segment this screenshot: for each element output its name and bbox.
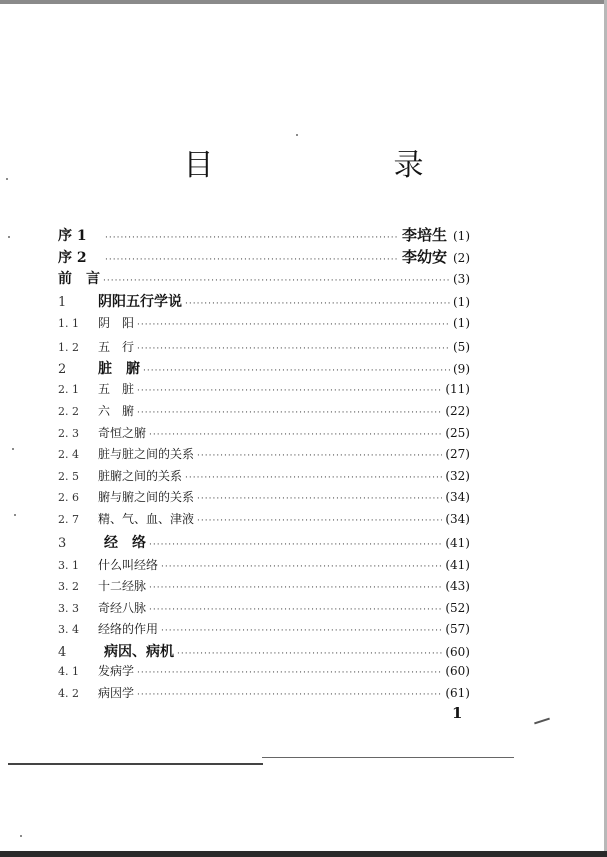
toc-entry-page: (32) <box>445 469 470 483</box>
toc-entry-author: 李幼安 <box>401 248 447 266</box>
toc-leader-dots <box>185 473 442 483</box>
toc-entry-title: 序 2 <box>58 250 87 266</box>
toc-entry-number: 4. 2 <box>58 687 79 700</box>
page-title: 目 录 <box>183 148 464 183</box>
toc-entry-title: 经 络 <box>104 535 146 551</box>
toc-entry-page: (22) <box>445 404 470 418</box>
toc-entry-title: 五 行 <box>98 340 135 354</box>
toc-entry-number: 4. 1 <box>58 665 79 678</box>
toc-entry-number: 2. 1 <box>58 383 79 396</box>
toc-entry-title: 十二经脉 <box>98 579 147 593</box>
toc-leader-dots <box>161 626 442 636</box>
toc-leader-dots <box>137 408 442 418</box>
toc-entry-title: 腑与腑之间的关系 <box>98 490 195 504</box>
toc-leader-dots <box>197 516 442 526</box>
toc-entry-number: 4 <box>58 645 67 660</box>
toc-entry-number: 1. 2 <box>58 341 79 354</box>
toc-entry-title: 什么叫经络 <box>98 558 159 572</box>
toc-leader-dots <box>149 430 442 440</box>
toc-entry-page: (1) <box>453 295 470 309</box>
toc-entry[interactable] <box>58 358 470 378</box>
toc-entry[interactable] <box>58 577 470 597</box>
toc-entry[interactable] <box>58 268 470 288</box>
toc-entry[interactable] <box>58 532 470 552</box>
scan-edge-top <box>0 0 607 4</box>
scan-edge-bottom <box>0 851 607 857</box>
toc-entry[interactable] <box>58 402 470 422</box>
toc-entry-title: 病因学 <box>98 686 135 700</box>
toc-entry[interactable] <box>58 224 470 244</box>
toc-entry-page: (60) <box>445 664 470 678</box>
toc-leader-dots <box>149 540 442 550</box>
toc-entry-title: 发病学 <box>98 664 135 678</box>
toc-entry-title: 脏腑之间的关系 <box>98 469 183 483</box>
toc-entry[interactable] <box>58 599 470 619</box>
toc-entry-title: 奇恒之腑 <box>98 426 147 440</box>
toc-entry-page: (9) <box>453 362 470 376</box>
toc-entry-page: (34) <box>445 512 470 526</box>
toc-entry[interactable] <box>58 510 470 530</box>
toc-entry-title: 前 言 <box>58 271 100 287</box>
scan-speck <box>12 448 14 450</box>
footer-rule-left <box>8 763 263 765</box>
toc-entry-page: (57) <box>445 622 470 636</box>
scan-speck <box>20 835 22 837</box>
toc-entry-title: 脏 腑 <box>98 361 140 377</box>
toc-entry-number: 1. 1 <box>58 317 79 330</box>
toc-entry[interactable] <box>58 338 470 358</box>
toc-entry-title: 经络的作用 <box>98 622 159 636</box>
toc-leader-dots <box>197 494 442 504</box>
scan-speck <box>8 236 10 238</box>
toc-entry-page: (11) <box>445 382 470 396</box>
scan-speck <box>6 178 8 180</box>
toc-entry-number: 3 <box>58 536 67 551</box>
toc-entry-title: 精、气、血、津液 <box>98 512 195 526</box>
toc-entry-number: 2. 3 <box>58 427 79 440</box>
toc-entry-page: (3) <box>453 272 470 286</box>
toc-entry-title: 病因、病机 <box>104 644 174 660</box>
toc-leader-dots <box>137 668 442 678</box>
toc-entry-page: (34) <box>445 490 470 504</box>
toc-leader-dots <box>149 605 442 615</box>
toc-entry-number: 2. 4 <box>58 448 79 461</box>
toc-entry[interactable] <box>58 662 470 682</box>
toc-leader-dots <box>105 233 399 243</box>
toc-entry-number: 3. 4 <box>58 623 79 636</box>
toc-entry-number: 2. 2 <box>58 405 79 418</box>
toc-leader-dots <box>137 690 442 700</box>
toc-entry-author: 李培生 <box>401 226 447 244</box>
toc-entry[interactable] <box>58 445 470 465</box>
toc-entry-page: (61) <box>445 686 470 700</box>
toc-entry-page: (1) <box>453 316 470 330</box>
footer-rule-right <box>262 757 514 758</box>
toc-entry-title: 五 脏 <box>98 382 135 396</box>
toc-entry-page: (27) <box>445 447 470 461</box>
toc-entry-page: (5) <box>453 340 470 354</box>
toc-entry-title: 序 1 <box>58 228 87 244</box>
toc-entry-page: (1) <box>453 229 470 243</box>
toc-entry-number: 2 <box>58 362 67 377</box>
toc-leader-dots <box>137 344 450 354</box>
toc-leader-dots <box>105 255 399 265</box>
scan-speck <box>296 134 298 136</box>
toc-entry-title: 阴 阳 <box>98 316 135 330</box>
toc-entry-title: 奇经八脉 <box>98 601 147 615</box>
toc-leader-dots <box>137 386 442 396</box>
toc-entry-number: 1 <box>58 295 67 310</box>
toc-entry-number: 2. 7 <box>58 513 79 526</box>
page-number: 1 <box>452 704 463 722</box>
toc-entry-number: 3. 1 <box>58 559 79 572</box>
toc-entry-page: (25) <box>445 426 470 440</box>
toc-entry[interactable] <box>58 556 470 576</box>
toc-entry-page: (2) <box>453 251 470 265</box>
toc-entry-number: 3. 2 <box>58 580 79 593</box>
toc-entry[interactable] <box>58 246 470 266</box>
scan-speck <box>14 514 16 516</box>
toc-entry[interactable] <box>58 641 470 661</box>
toc-leader-dots <box>197 451 442 461</box>
toc-entry-title: 六 腑 <box>98 404 135 418</box>
toc-entry-number: 3. 3 <box>58 602 79 615</box>
toc-entry[interactable] <box>58 424 470 444</box>
toc-entry[interactable] <box>58 620 470 640</box>
toc-entry-number: 2. 5 <box>58 470 79 483</box>
toc-entry[interactable] <box>58 291 470 311</box>
toc-entry[interactable] <box>58 684 470 704</box>
toc-entry-title: 阴阳五行学说 <box>98 294 182 310</box>
toc-leader-dots <box>177 649 442 659</box>
toc-entry-page: (41) <box>445 536 470 550</box>
toc-leader-dots <box>137 320 450 330</box>
toc-entry[interactable] <box>58 314 470 334</box>
toc-entry-title: 脏与脏之间的关系 <box>98 447 195 461</box>
toc-entry-page: (43) <box>445 579 470 593</box>
toc-entry-page: (52) <box>445 601 470 615</box>
toc-leader-dots <box>161 562 442 572</box>
toc-leader-dots <box>143 366 450 376</box>
toc-entry[interactable] <box>58 467 470 487</box>
toc-leader-dots <box>149 583 442 593</box>
toc-entry[interactable] <box>58 380 470 400</box>
toc-entry-number: 2. 6 <box>58 491 79 504</box>
toc-leader-dots <box>103 276 450 286</box>
toc-entry-page: (60) <box>445 645 470 659</box>
toc-entry-page: (41) <box>445 558 470 572</box>
scan-mark <box>534 718 550 725</box>
toc-entry[interactable] <box>58 488 470 508</box>
toc-leader-dots <box>185 299 450 309</box>
